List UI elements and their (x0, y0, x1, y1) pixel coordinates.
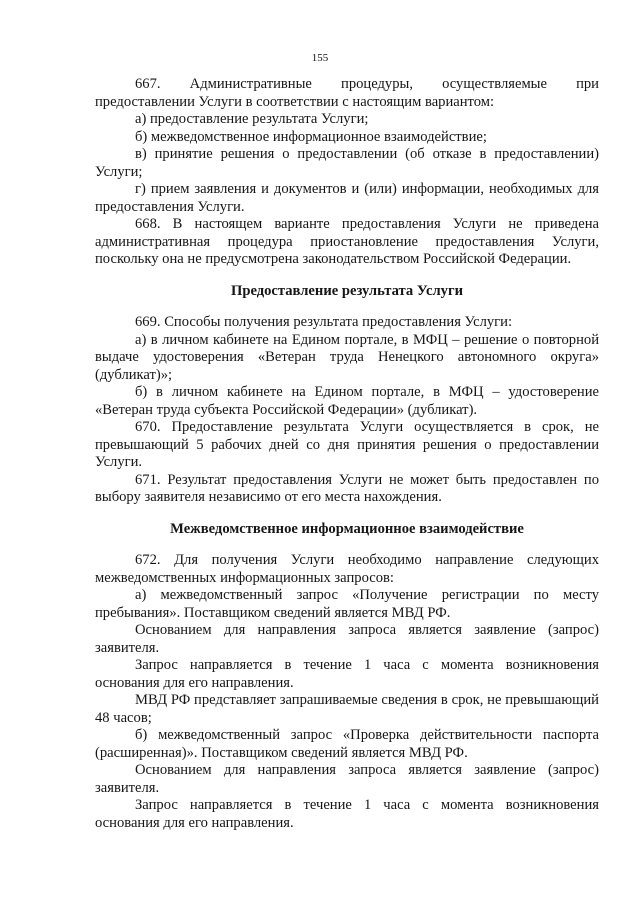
paragraph-667-b: б) межведомственное информационное взаимодействие; (135, 128, 487, 145)
paragraph-667: 667. Административные процедуры, осуществляемые при предоставлении Услуги в соответствии с настоящим вариантом: (95, 76, 599, 110)
paragraph-672-timing-1: Запрос направляется в течение 1 часа с момента возникновения основания для его направления. (95, 657, 599, 691)
paragraph-672-timing-2: Запрос направляется в течение 1 часа с момента возникновения основания для его направления. (95, 797, 599, 831)
document-body (95, 76, 599, 832)
paragraph-672-basis-2: Основанием для направления запроса является заявление (запрос) заявителя. (95, 762, 599, 796)
section-heading-interagency: Межведомственное информационное взаимодействие (170, 520, 524, 537)
paragraph-672: 672. Для получения Услуги необходимо направление следующих межведомственных информационных запросов: (95, 552, 599, 586)
paragraph-670: 670. Предоставление результата Услуги осуществляется в срок, не превышающий 5 рабочих дней со дня принятия решения о предоставлении Услуги. (95, 419, 599, 470)
paragraph-669: 669. Способы получения результата предоставления Услуги: (135, 314, 513, 330)
paragraph-667-v: в) принятие решения о предоставлении (об отказе в предоставлении) Услуги; (95, 146, 599, 180)
paragraph-667-a: а) предоставление результата Услуги; (135, 111, 369, 127)
paragraph-667-g: г) прием заявления и документов и (или) информации, необходимых для предоставления Услуги. (95, 181, 599, 215)
section-heading-result: Предоставление результата Услуги (231, 282, 463, 299)
paragraph-668: 668. В настоящем варианте предоставления Услуги не приведена административная процедура приостановление предоставления Услуги, поскольку она не предусмотрена законодательством Российской Федерации. (95, 216, 599, 267)
paragraph-672-basis-1: Основанием для направления запроса является заявление (запрос) заявителя. (95, 622, 599, 656)
paragraph-669-a: а) в личном кабинете на Едином портале, в МФЦ – решение о повторной выдаче удостоверения «Ветеран труда Ненецкого автономного округа» (дубликат)»; (95, 331, 599, 383)
paragraph-672-b: б) межведомственный запрос «Проверка действительности паспорта (расширенная)». Поставщиком сведений является МВД РФ. (95, 727, 599, 761)
paragraph-672-mvd-term: МВД РФ представляет запрашиваемые сведения в срок, не превышающий 48 часов; (95, 692, 599, 726)
paragraph-669-b: б) в личном кабинете на Едином портале, в МФЦ – удостоверение «Ветеран труда субъекта Российской Федерации» (дубликат). (95, 384, 599, 418)
page-number: 155 (311, 52, 329, 64)
paragraph-672-a: а) межведомственный запрос «Получение регистрации по месту пребывания». Поставщиком сведений является МВД РФ. (95, 587, 599, 621)
paragraph-671: 671. Результат предоставления Услуги не может быть предоставлен по выбору заявителя независимо от его места нахождения. (95, 471, 599, 505)
